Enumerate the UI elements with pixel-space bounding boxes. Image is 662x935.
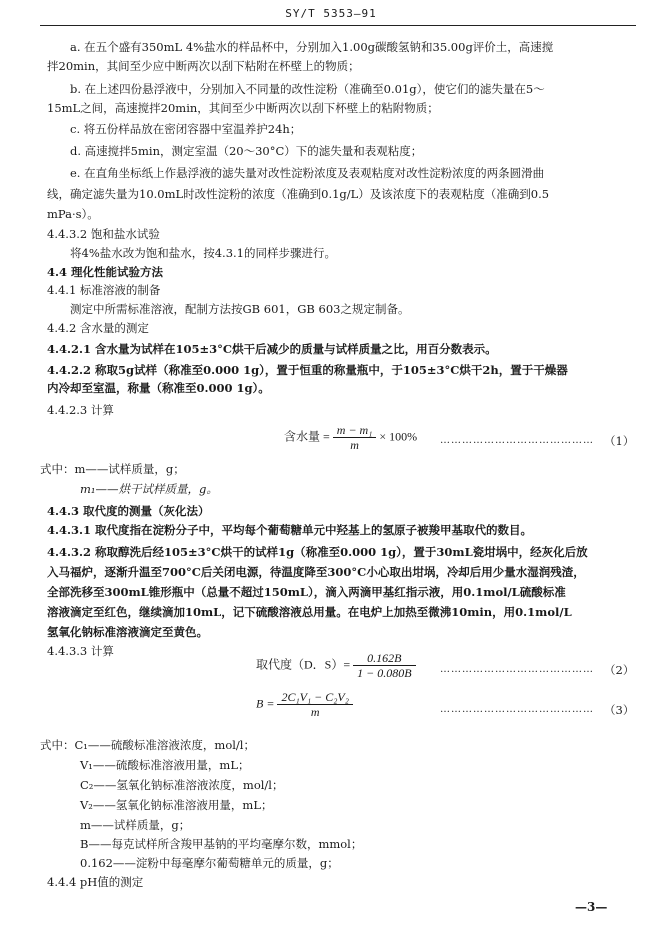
section-heading: 4.4.3 取代度的测量（灰化法） (47, 504, 210, 518)
eq1-lhs: 含水量 = (284, 429, 330, 444)
eq1-fraction (333, 423, 377, 452)
where-line: m₁——烘干试样质量，g。 (80, 482, 218, 496)
paragraph-line: 4.4.3.2 称取醇洗后经105±3°C烘干的试样1g（称准至0.000 1g），置于30mL瓷坩埚中，经灰化后放 (47, 545, 588, 559)
eq2-denominator: 1 − 0.080B (357, 666, 412, 680)
paragraph-line: 入马福炉，逐渐升温至700°C后关闭电源，待温度降至300°C小心取出坩埚，冷却后用少量水湿润残渣， (47, 565, 585, 579)
section-heading: 4.4.1 标准溶液的制备 (47, 283, 161, 297)
section-heading: 4.4.3.2 饱和盐水试验 (47, 227, 160, 241)
paragraph-line: 溶液滴定至红色，继续滴加10mL，记下硫酸溶液总用量。在电炉上加热至微沸10min，用0.1mol/L (47, 605, 572, 619)
where-line: B——每克试样所含羧甲基钠的平均毫摩尔数，mmol； (80, 837, 363, 851)
eq2-numerator: 0.162B (353, 651, 415, 666)
paragraph-line: 氢氧化钠标准溶液滴定至黄色。 (47, 625, 208, 639)
where-line: V₁——硫酸标准溶液用量，mL； (80, 758, 250, 772)
page-number: —3— (575, 900, 608, 914)
paragraph-line: 测定中所需标准溶液，配制方法按GB 601，GB 603之规定制备。 (70, 302, 410, 316)
equation-b-value (256, 690, 353, 719)
paragraph-line: e. 在直角坐标纸上作悬浮液的滤失量对改性淀粉浓度及表观粘度对改性淀粉浓度的两条圆滑曲 (70, 166, 545, 180)
eq2-lhs: 取代度（D．S）= (256, 657, 351, 672)
where-line: 0.162——淀粉中每毫摩尔葡萄糖单元的质量，g； (80, 856, 339, 870)
eq1-numerator: m − m₁ (333, 423, 377, 438)
eq2-leader-dots: …………………………………… (440, 664, 594, 675)
section-heading: 4.4.2.3 计算 (47, 403, 114, 417)
section-heading: 4.4 理化性能试验方法 (47, 265, 164, 279)
eq1-denominator: m (350, 438, 359, 452)
eq3-lhs: B = (256, 696, 275, 711)
paragraph-line: d. 高速搅拌5min，测定室温（20～30°C）下的滤失量和表观粘度； (70, 144, 423, 158)
paragraph-line: mPa·s）。 (47, 207, 99, 221)
paragraph-line: 4.4.2.1 含水量为试样在105±3°C烘干后减少的质量与试样质量之比，用百分数表示。 (47, 342, 497, 356)
eq2-fraction (353, 651, 415, 680)
where-line: 式中：m——试样质量，g； (40, 462, 185, 476)
eq3-number: （3） (604, 703, 635, 717)
paragraph-line: a. 在五个盛有350mL 4%盐水的样品杯中，分别加入1.00g碳酸氢钠和35.00g评价土，高速搅 (70, 40, 554, 54)
equation-substitution-degree (256, 651, 416, 680)
equation-water-content (284, 423, 417, 452)
where-line: m——试样质量，g； (80, 818, 191, 832)
eq1-leader-dots: …………………………………… (440, 435, 594, 446)
paragraph-line: 4.4.2.2 称取5g试样（称准至0.000 1g），置于恒重的称量瓶中，于105±3°C烘干2h，置于干燥器 (47, 363, 568, 377)
eq3-fraction (277, 690, 352, 719)
section-heading: 4.4.3.3 计算 (47, 644, 114, 658)
paragraph-line: c. 将五份样品放在密闭容器中室温养护24h； (70, 122, 302, 136)
paragraph-line: 线，确定滤失量为10.0mL时改性淀粉的浓度（准确到0.1g/L）及该浓度下的表观粘度（准确到0.5 (47, 187, 550, 201)
where-line: 式中：C₁——硫酸标准溶液浓度，mol/l； (40, 738, 255, 752)
where-line: V₂——氢氧化钠标准溶液用量，mL； (80, 798, 273, 812)
eq3-numerator: 2C₁V₁ − C₂V₂ (277, 690, 352, 705)
paragraph-line: 拌20min，其间至少应中断两次以刮下粘附在杯壁上的物质； (47, 59, 360, 73)
paragraph-line: 15mL之间，高速搅拌20min，其间至少中断两次以刮下杯壁上的粘附物质； (47, 101, 439, 115)
paragraph-line: 将4%盐水改为饱和盐水，按4.3.1的同样步骤进行。 (70, 246, 337, 260)
eq1-rhs: × 100% (379, 429, 418, 444)
eq1-number: （1） (604, 434, 635, 448)
section-heading: 4.4.4 pH值的测定 (47, 875, 144, 889)
paragraph-line: 内冷却至室温，称量（称准至0.000 1g）。 (47, 381, 270, 395)
paragraph-line: 4.4.3.1 取代度指在淀粉分子中，平均每个葡萄糖单元中羟基上的氢原子被羧甲基取代的数目。 (47, 523, 533, 537)
eq2-number: （2） (604, 663, 635, 677)
paragraph-line: 全部洗移至300mL锥形瓶中（总量不超过150mL），滴入两滴甲基红指示液，用0.1mol/L硫酸标准 (47, 585, 566, 599)
eq3-denominator: m (310, 705, 320, 719)
where-line: C₂——氢氧化钠标准溶液浓度，mol/l； (80, 778, 284, 792)
eq3-leader-dots: …………………………………… (440, 704, 594, 715)
paragraph-line: b. 在上述四份悬浮液中，分别加入不同量的改性淀粉（准确至0.01g），使它们的滤失量在5～ (70, 82, 545, 96)
document-code: SY/T 5353—91 (285, 7, 377, 20)
header-rule (40, 25, 636, 26)
section-heading: 4.4.2 含水量的测定 (47, 321, 149, 335)
